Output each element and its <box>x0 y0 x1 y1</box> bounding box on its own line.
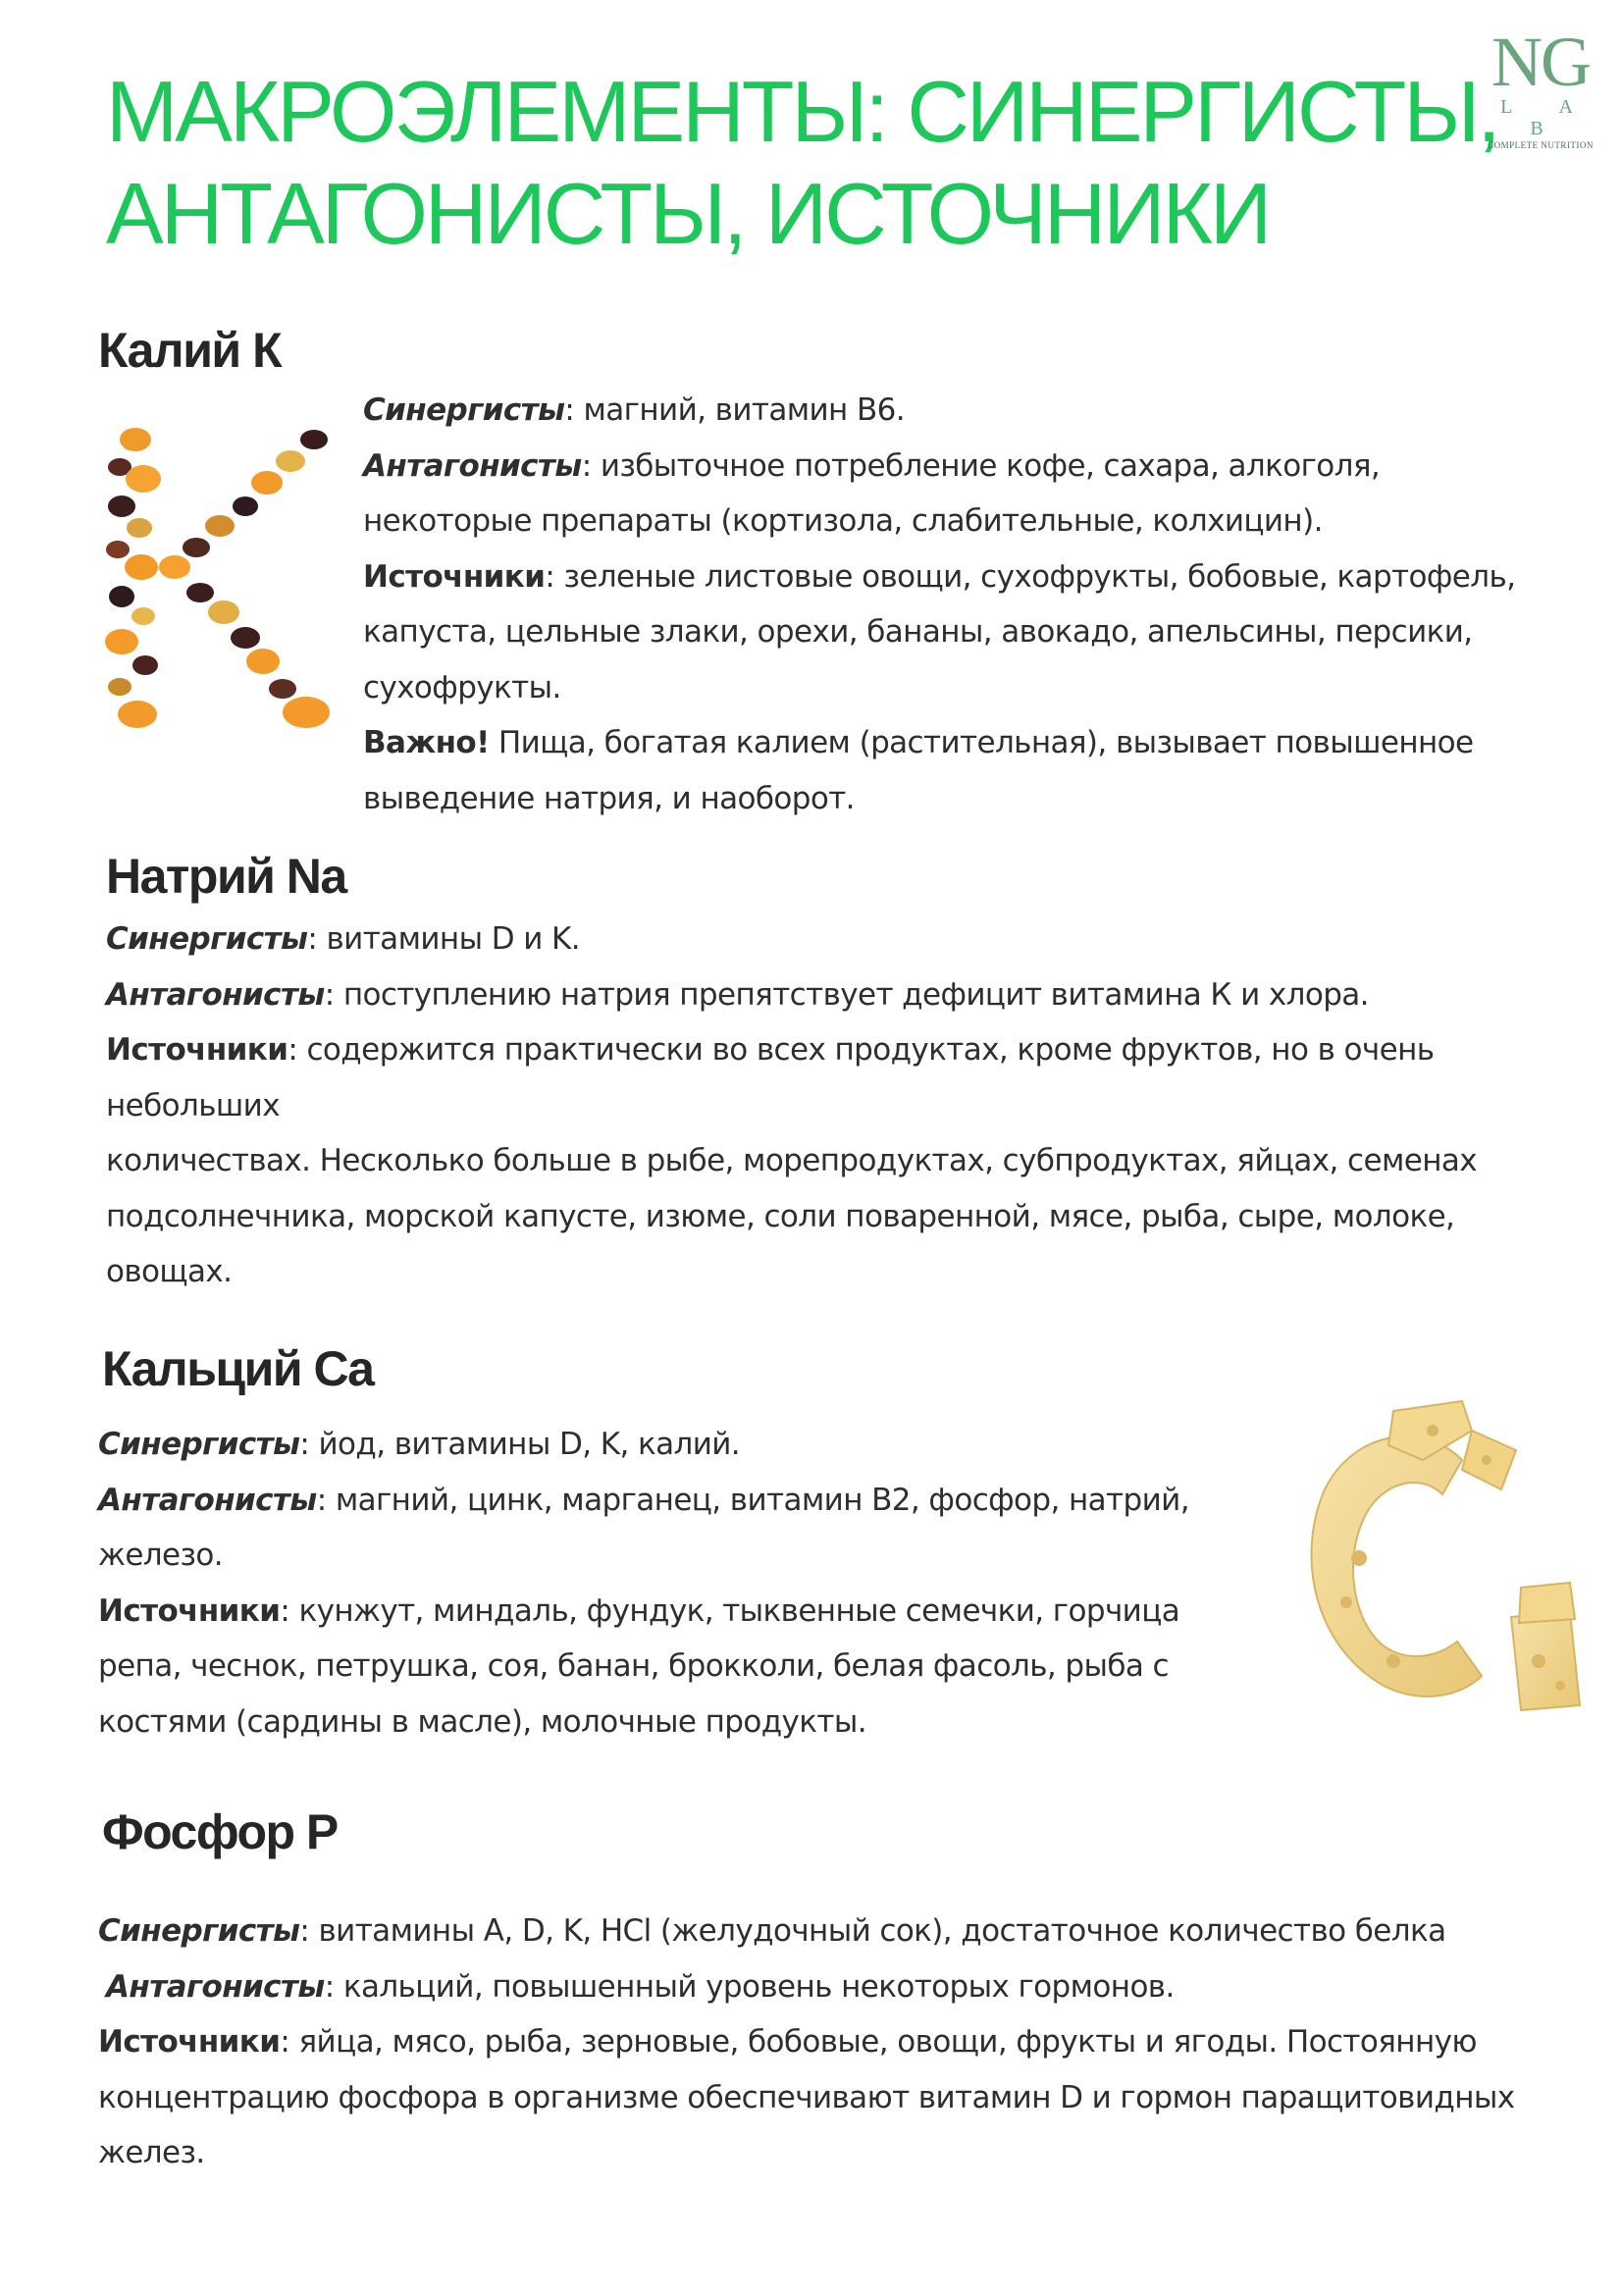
antagonists-label: Антагонисты <box>363 447 582 484</box>
k-stem <box>105 428 161 728</box>
phosphorus-sources <box>98 2014 1521 2181</box>
cheese-a <box>1511 1583 1580 1710</box>
sources-value: : содержится практически во всех продуктах, кроме фруктов, но в очень небольших <box>106 1032 1435 1123</box>
sources-label: Источники <box>363 558 546 595</box>
sources-label: Источники <box>106 1032 288 1068</box>
antagonists-value: : поступлению натрия препятствует дефицит витамина К и хлора. <box>324 976 1369 1013</box>
antagonists-label: Антагонисты <box>98 1482 317 1518</box>
sources-label: Источники <box>98 1592 281 1629</box>
calcium-antagonists <box>98 1473 1266 1584</box>
synergists-value: : витамины D и K. <box>307 921 581 957</box>
synergists-label: Синергисты <box>363 392 565 428</box>
calcium-text <box>98 1417 1266 1749</box>
important-label: Важно! <box>363 725 490 760</box>
antagonists-value: : магний, цинк, марганец, витамин В2, фосфор, натрий, железо. <box>98 1482 1189 1573</box>
sources-label: Источники <box>98 2024 281 2060</box>
important-value: Пища, богатая калием (растительная), вызывает повышенное выведение натрия, и наоборот. <box>363 725 1474 816</box>
cheese-letters-ca-image <box>1276 1391 1599 1745</box>
cheese-c <box>1312 1401 1517 1696</box>
phosphorus-synergists <box>98 1904 1521 1959</box>
synergists-value: : магний, витамин В6. <box>564 392 906 428</box>
sodium-text <box>106 912 1519 1300</box>
phosphorus-text <box>98 1904 1521 2181</box>
synergists-value: : витамины А, D, K, HCl (желудочный сок), достаточное количество белка <box>299 1913 1446 1949</box>
calcium-heading: Кальций Ca <box>102 1341 374 1396</box>
logo-sub: L A B <box>1500 96 1595 139</box>
page-title <box>106 61 1498 265</box>
sodium-heading: Натрий Na <box>106 849 346 904</box>
k-upper-arm <box>159 430 328 579</box>
sodium-synergists <box>106 912 1519 967</box>
logo-tagline: COMPLETE NUTRITION <box>1488 140 1594 150</box>
sodium-sources-continued: количествах. Несколько больше в рыбе, морепродуктах, субпродуктах, яйцах, семенах подсолнечника, морской капусте, изюме, соли поваренной, мясе, рыба, сыре, молоке, овощах. <box>106 1143 1478 1289</box>
phosphorus-antagonists <box>98 1959 1521 2015</box>
ng-lab-logo <box>1472 23 1609 150</box>
synergists-label: Синергисты <box>106 921 308 957</box>
sodium-sources <box>106 1022 1519 1133</box>
sodium-antagonists <box>106 967 1519 1023</box>
page-title-line-2: АНТАГОНИСТЫ, ИСТОЧНИКИ <box>106 165 1270 262</box>
antagonists-value: : избыточное потребление кофе, сахара, алкоголя, некоторые препараты (кортизола, слабительные, колхицин). <box>363 447 1381 539</box>
potassium-heading: Калий К <box>98 323 282 378</box>
potassium-text <box>363 383 1541 826</box>
antagonists-value: : кальций, повышенный уровень некоторых гормонов. <box>324 1968 1175 2005</box>
potassium-sources <box>363 549 1541 716</box>
sources-value: : яйца, мясо, рыба, зерновые, бобовые, овощи, фрукты и ягоды. Постоянную концентрацию фосфора в организме обеспечивают витамин D и гормон паращитовидных желез. <box>98 2024 1515 2170</box>
calcium-sources <box>98 1584 1266 1750</box>
logo-mark: NG <box>1491 23 1590 101</box>
antagonists-label: Антагонисты <box>106 1968 325 2005</box>
sources-value: : кунжут, миндаль, фундук, тыквенные семечки, горчица репа, чеснок, петрушка, соя, банан, брокколи, белая фасоль, рыба с костями (сардины в масле), молочные продукты. <box>98 1592 1180 1740</box>
k-lower-arm <box>186 583 330 728</box>
sources-value: : зеленые листовые овощи, сухофрукты, бобовые, картофель, капуста, цельные злаки, орехи, бананы, авокадо, апельсины, персики, сухофрукты. <box>363 558 1516 705</box>
calcium-synergists <box>98 1417 1266 1473</box>
page-title-line-1: МАКРОЭЛЕМЕНТЫ: СИНЕРГИСТЫ, <box>106 63 1498 160</box>
dried-fruit-letter-k-image <box>98 410 353 744</box>
potassium-antagonists <box>363 439 1541 549</box>
synergists-label: Синергисты <box>98 1427 300 1462</box>
potassium-important <box>363 715 1541 826</box>
potassium-synergists <box>363 383 1541 439</box>
synergists-label: Синергисты <box>98 1913 300 1949</box>
synergists-value: : йод, витамины D, K, калий. <box>299 1427 741 1462</box>
antagonists-label: Антагонисты <box>106 976 325 1013</box>
phosphorus-heading: Фосфор P <box>102 1804 338 1859</box>
